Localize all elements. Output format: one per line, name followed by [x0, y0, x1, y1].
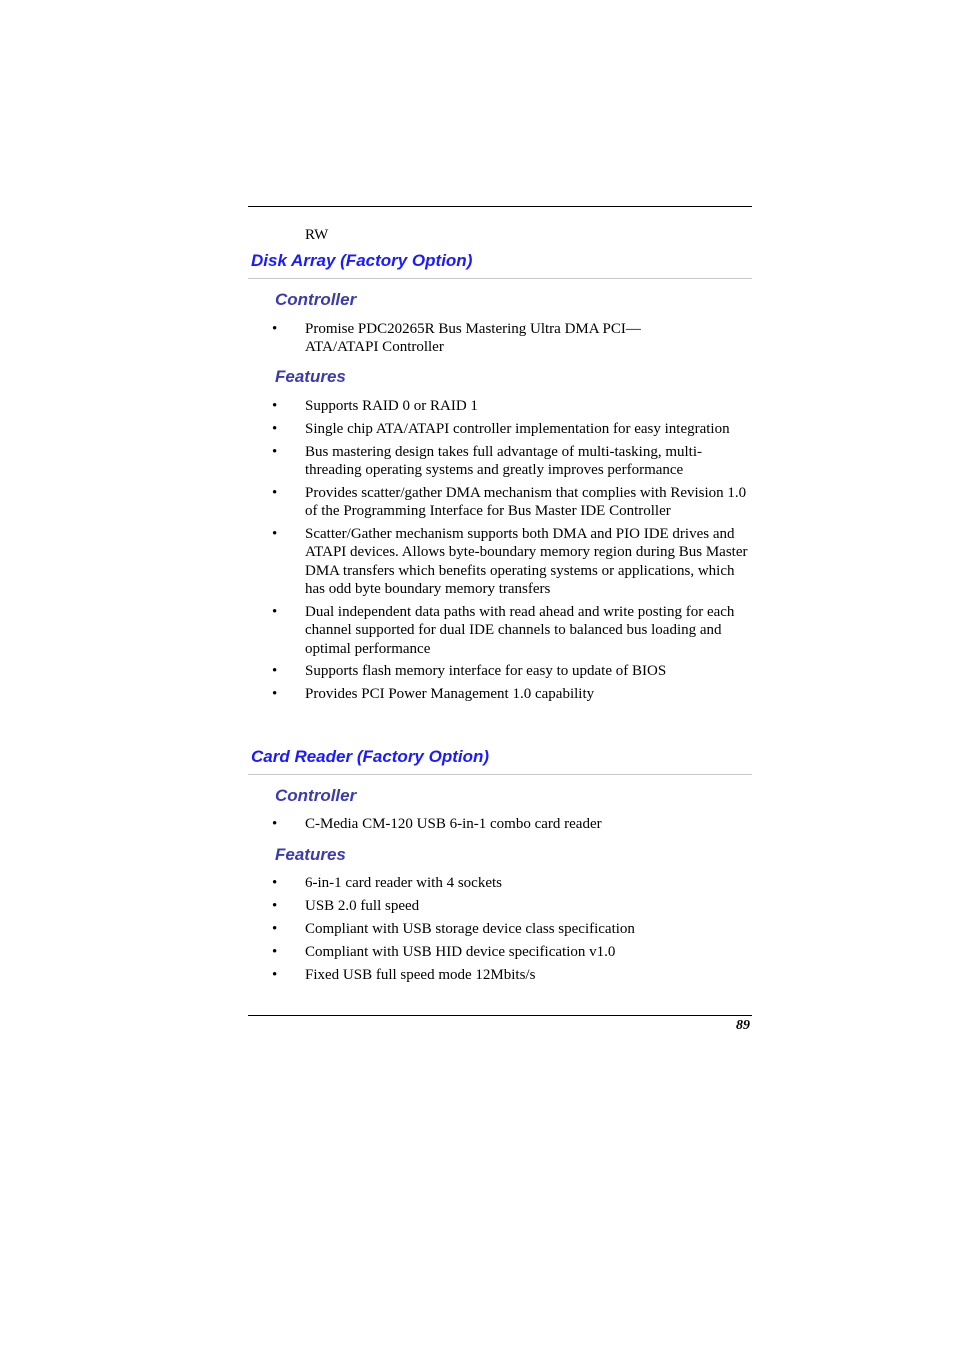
list-item-text: Compliant with USB HID device specification v1.0 [305, 943, 616, 960]
list-item [0, 484, 750, 521]
list-item-text: Dual independent data paths with read ahead and write posting for each channel supported for dual IDE channels to balanced bus loading and optimal performance [305, 603, 735, 657]
bullet-icon: • [272, 443, 278, 460]
bullet-icon: • [272, 663, 278, 680]
subheading-features: Features [275, 367, 346, 386]
bullet-list [0, 397, 954, 708]
list-item-text: Scatter/Gather mechanism supports both DMA and PIO IDE drives and ATAPI devices. Allows byte-boundary memory region during Bus Master DMA transfers which benefits operating systems or applications, which has odd byte boundary memory transfers [305, 526, 748, 598]
section-title-disk-array: Disk Array (Factory Option) [251, 251, 473, 270]
bullet-icon: • [272, 686, 278, 703]
footer-rule [248, 1015, 752, 1016]
list-item [0, 943, 750, 961]
list-item [0, 874, 750, 892]
header-rw-label: RW [305, 227, 329, 243]
list-item [0, 815, 750, 833]
list-item [0, 320, 750, 357]
list-item-text: Supports flash memory interface for easy to update of BIOS [305, 663, 667, 680]
bullet-icon: • [272, 875, 278, 891]
list-item-text: C-Media CM-120 USB 6-in-1 combo card reader [305, 816, 602, 832]
list-item-text: USB 2.0 full speed [305, 897, 420, 914]
list-item-text: Single chip ATA/ATAPI controller implementation for easy integration [305, 420, 730, 437]
list-item [0, 897, 750, 915]
list-item-text: Provides PCI Power Management 1.0 capability [305, 686, 595, 703]
bullet-icon: • [272, 420, 278, 437]
subheading-controller: Controller [275, 786, 357, 805]
list-item [0, 525, 750, 598]
list-item-text: Supports RAID 0 or RAID 1 [305, 398, 478, 414]
list-item [0, 443, 750, 480]
bullet-icon: • [272, 484, 278, 501]
section-divider [248, 774, 752, 775]
bullet-icon: • [272, 603, 278, 620]
list-item [0, 662, 750, 680]
list-item [0, 397, 750, 415]
subheading-controller: Controller [275, 290, 357, 309]
bullet-icon: • [272, 816, 278, 832]
bullet-icon: • [272, 526, 278, 543]
list-item-text: Bus mastering design takes full advantage of multi-tasking, multi-threading operating systems and greatly improves performance [305, 443, 703, 479]
list-item-text: Fixed USB full speed mode 12Mbits/s [305, 966, 536, 983]
page-number: 89 [736, 1018, 750, 1033]
list-item-text: 6-in-1 card reader with 4 sockets [305, 875, 503, 891]
bullet-list [0, 815, 954, 838]
section-divider [248, 278, 752, 279]
bullet-list [0, 874, 954, 988]
bullet-icon: • [272, 321, 278, 337]
bullet-icon: • [272, 943, 278, 960]
list-item [0, 603, 750, 658]
bullet-icon: • [272, 920, 278, 937]
section-title-card-reader: Card Reader (Factory Option) [251, 747, 490, 766]
list-item [0, 685, 750, 703]
list-item [0, 966, 750, 984]
list-item-text: Compliant with USB storage device class specification [305, 920, 635, 937]
list-item-text: Provides scatter/gather DMA mechanism that complies with Revision 1.0 of the Programming Interface for Bus Master IDE Controller [305, 484, 747, 520]
list-item-text: Promise PDC20265R Bus Mastering Ultra DMA PCI— ATA/ATAPI Controller [305, 321, 641, 356]
bullet-icon: • [272, 897, 278, 914]
list-item [0, 920, 750, 938]
header-rule [248, 206, 752, 207]
subheading-features: Features [275, 845, 346, 864]
bullet-list [0, 320, 954, 361]
bullet-icon: • [272, 966, 278, 983]
bullet-icon: • [272, 398, 278, 414]
list-item [0, 420, 750, 438]
